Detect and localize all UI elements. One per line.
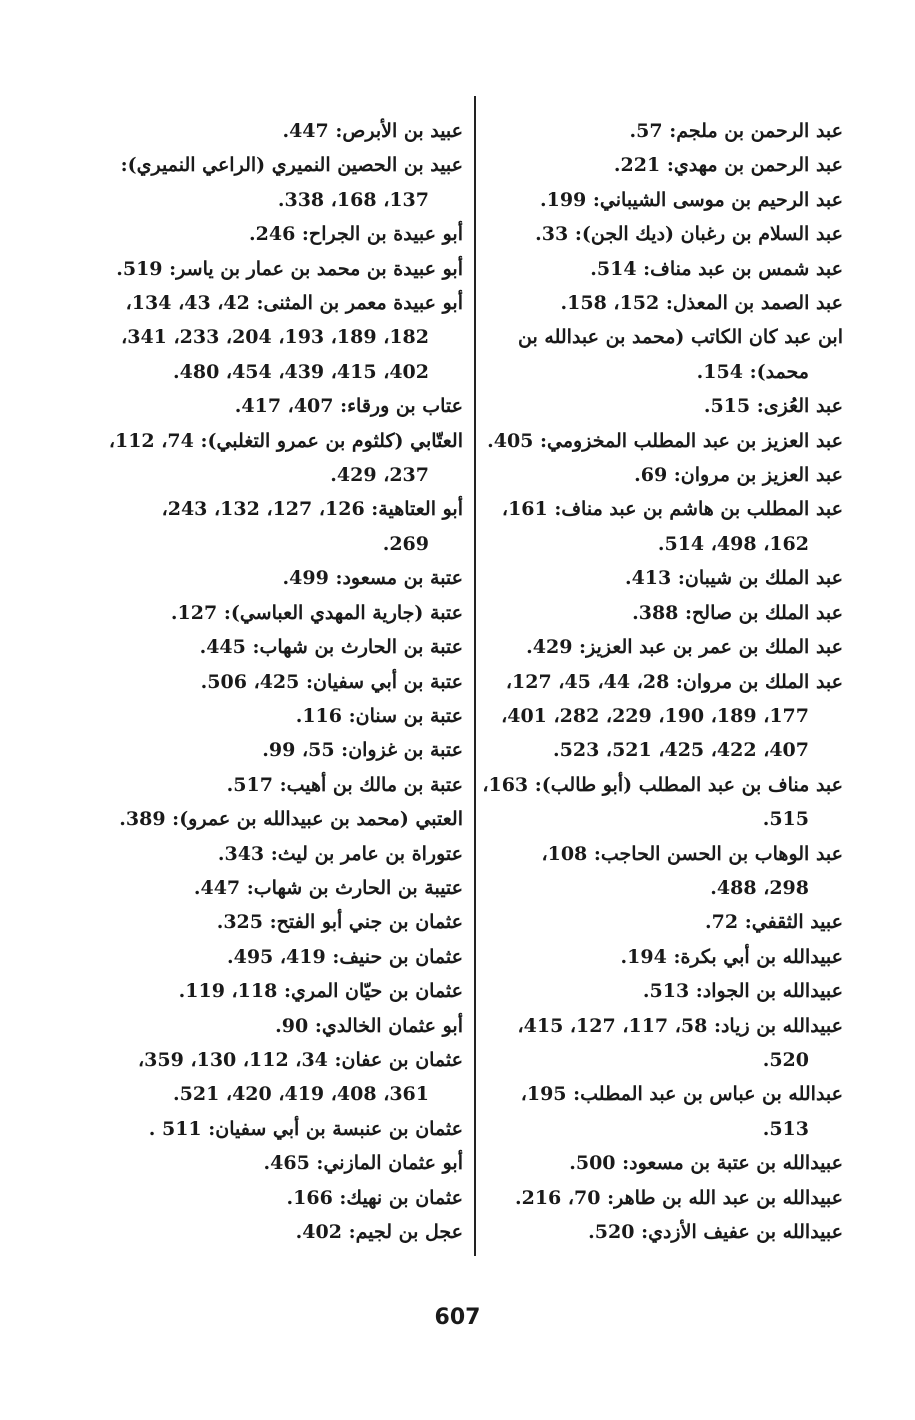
index-entry: عتوراة بن عامر بن ليث: 343.: [217, 842, 463, 865]
index-entry: عبد الصمد بن المعذل: 152، 158.: [560, 292, 843, 315]
index-entry-continuation: 298، 488.: [710, 876, 809, 899]
index-entry: عتبة بن مالك بن أهيب: 517.: [226, 773, 463, 796]
index-entry: عثمان بن حيّان المري: 118، 119.: [178, 980, 463, 1003]
index-entry: عبيدالله بن عتبة بن مسعود: 500.: [569, 1152, 843, 1175]
page-number: 607: [434, 1305, 481, 1330]
index-entry: عبيدالله بن الجواد: 513.: [642, 980, 843, 1003]
index-entry: أبو عبيدة بن الجراح: 246.: [249, 223, 463, 246]
index-entry: عبد الوهاب بن الحسن الحاجب: 108،: [541, 842, 843, 865]
index-entry-continuation: 137، 168، 338.: [277, 188, 429, 211]
index-entry: عبيد بن الحصين النميري (الراعي النميري):: [120, 154, 463, 177]
index-entry: عجل بن لجيم: 402.: [295, 1221, 463, 1243]
index-entry: عبد المطلب بن هاشم بن عبد مناف: 161،: [501, 498, 843, 521]
index-entry: العتبي (محمد بن عبيدالله بن عمرو): 389.: [119, 808, 463, 831]
index-entry: أبو عبيدة معمر بن المثنى: 42، 43، 134،: [125, 292, 463, 315]
index-entry: عبيدالله بن عفيف الأزدي: 520.: [588, 1221, 843, 1243]
index-entry: عتبة بن الحارث بن شهاب: 445.: [199, 636, 463, 659]
index-entry: عبد الملك بن شيبان: 413.: [624, 567, 843, 590]
index-entry: عبد السلام بن رغبان (ديك الجن): 33.: [535, 223, 843, 246]
index-entry: عبد العزيز بن عبد المطلب المخزومي: 405.: [487, 429, 843, 452]
index-column-right: [483, 114, 843, 1249]
index-entry-continuation: 402، 415، 439، 454، 480.: [173, 360, 429, 383]
index-entry: عتبة بن سنان: 116.: [295, 704, 463, 727]
index-entry: عتبة بن غزوان: 55، 99.: [262, 739, 463, 762]
index-entry: عبد الرحيم بن موسى الشيباني: 199.: [539, 188, 843, 211]
index-entry-continuation: 407، 422، 425، 521، 523.: [553, 739, 809, 762]
index-entry: ابن عبد كان الكاتب (محمد بن عبدالله بن: [518, 326, 843, 349]
index-entry: عبد الملك بن مروان: 28، 44، 45، 127،: [505, 670, 843, 693]
index-entry: عبيدالله بن زياد: 58، 117، 127، 415،: [517, 1014, 843, 1037]
index-entry: عثمان بن حنيف: 419، 495.: [226, 945, 463, 968]
index-entry: عبد العزيز بن مروان: 69.: [634, 464, 843, 487]
index-entry-continuation: 269.: [382, 532, 429, 555]
index-entry: أبو العتاهية: 126، 127، 132، 243،: [161, 498, 463, 521]
index-entry: عتيبة بن الحارث بن شهاب: 447.: [193, 876, 463, 899]
index-entry: أبو عبيدة بن محمد بن عمار بن ياسر: 519.: [116, 257, 463, 280]
index-entry: عتبة (جارية المهدي العباسي): 127.: [170, 601, 463, 624]
index-entry-continuation: 162، 498، 514.: [657, 532, 809, 555]
index-entry: عبد الملك بن صالح: 388.: [632, 601, 843, 624]
index-entry: عبدالله بن عباس بن عبد المطلب: 195،: [520, 1083, 843, 1106]
index-entry-continuation: 177، 189، 190، 229، 282، 401،: [501, 704, 809, 727]
index-entry: عثمان بن عفان: 34، 112، 130، 359،: [138, 1048, 463, 1071]
index-entry: عبد العُزى: 515.: [703, 395, 843, 418]
index-entry: عثمان بن جني أبو الفتح: 325.: [216, 911, 463, 934]
index-entry: عبيدالله بن أبي بكرة: 194.: [620, 945, 843, 968]
index-entry-continuation: محمد): 154.: [696, 360, 809, 383]
index-entry-continuation: 361، 408، 419، 420، 521.: [173, 1083, 429, 1106]
index-entry: عبد الملك بن عمر بن عبد العزيز: 429.: [526, 636, 843, 659]
index-entry: عتبة بن مسعود: 499.: [282, 567, 463, 590]
index-entry-continuation: 237، 429.: [330, 464, 429, 487]
index-column-left: [98, 114, 463, 1249]
index-entry-continuation: 513.: [762, 1117, 809, 1140]
index-entry: عثمان بن نهيك: 166.: [286, 1186, 463, 1209]
index-entry: عبيد بن الأبرص: 447.: [282, 120, 463, 142]
index-entry: عبيدالله بن عبد الله بن طاهر: 70، 216.: [514, 1186, 843, 1209]
column-divider: [474, 96, 476, 1256]
index-entry: أبو عثمان المازني: 465.: [263, 1152, 463, 1175]
index-entry: عبد مناف بن عبد المطلب (أبو طالب): 163،: [482, 773, 843, 796]
index-entry: عثمان بن عنبسة بن أبي سفيان: 511 .: [148, 1117, 463, 1140]
index-entry: عتاب بن ورقاء: 407، 417.: [234, 395, 463, 418]
index-entry: عتبة بن أبي سفيان: 425، 506.: [200, 670, 463, 693]
index-entry-continuation: 515.: [762, 808, 809, 831]
index-entry: العتّابي (كلثوم بن عمرو التغلبي): 74، 112،: [108, 429, 463, 452]
index-entry: عبد الرحمن بن مهدي: 221.: [613, 154, 843, 177]
index-entry-continuation: 520.: [762, 1048, 809, 1071]
index-entry: عبد شمس بن عبد مناف: 514.: [590, 257, 843, 280]
index-entry-continuation: 182، 189، 193، 204، 233، 341،: [121, 326, 429, 349]
index-entry: عبد الرحمن بن ملجم: 57.: [629, 120, 843, 142]
index-entry: أبو عثمان الخالدي: 90.: [275, 1014, 463, 1037]
index-entry: عبيد الثقفي: 72.: [705, 911, 843, 934]
